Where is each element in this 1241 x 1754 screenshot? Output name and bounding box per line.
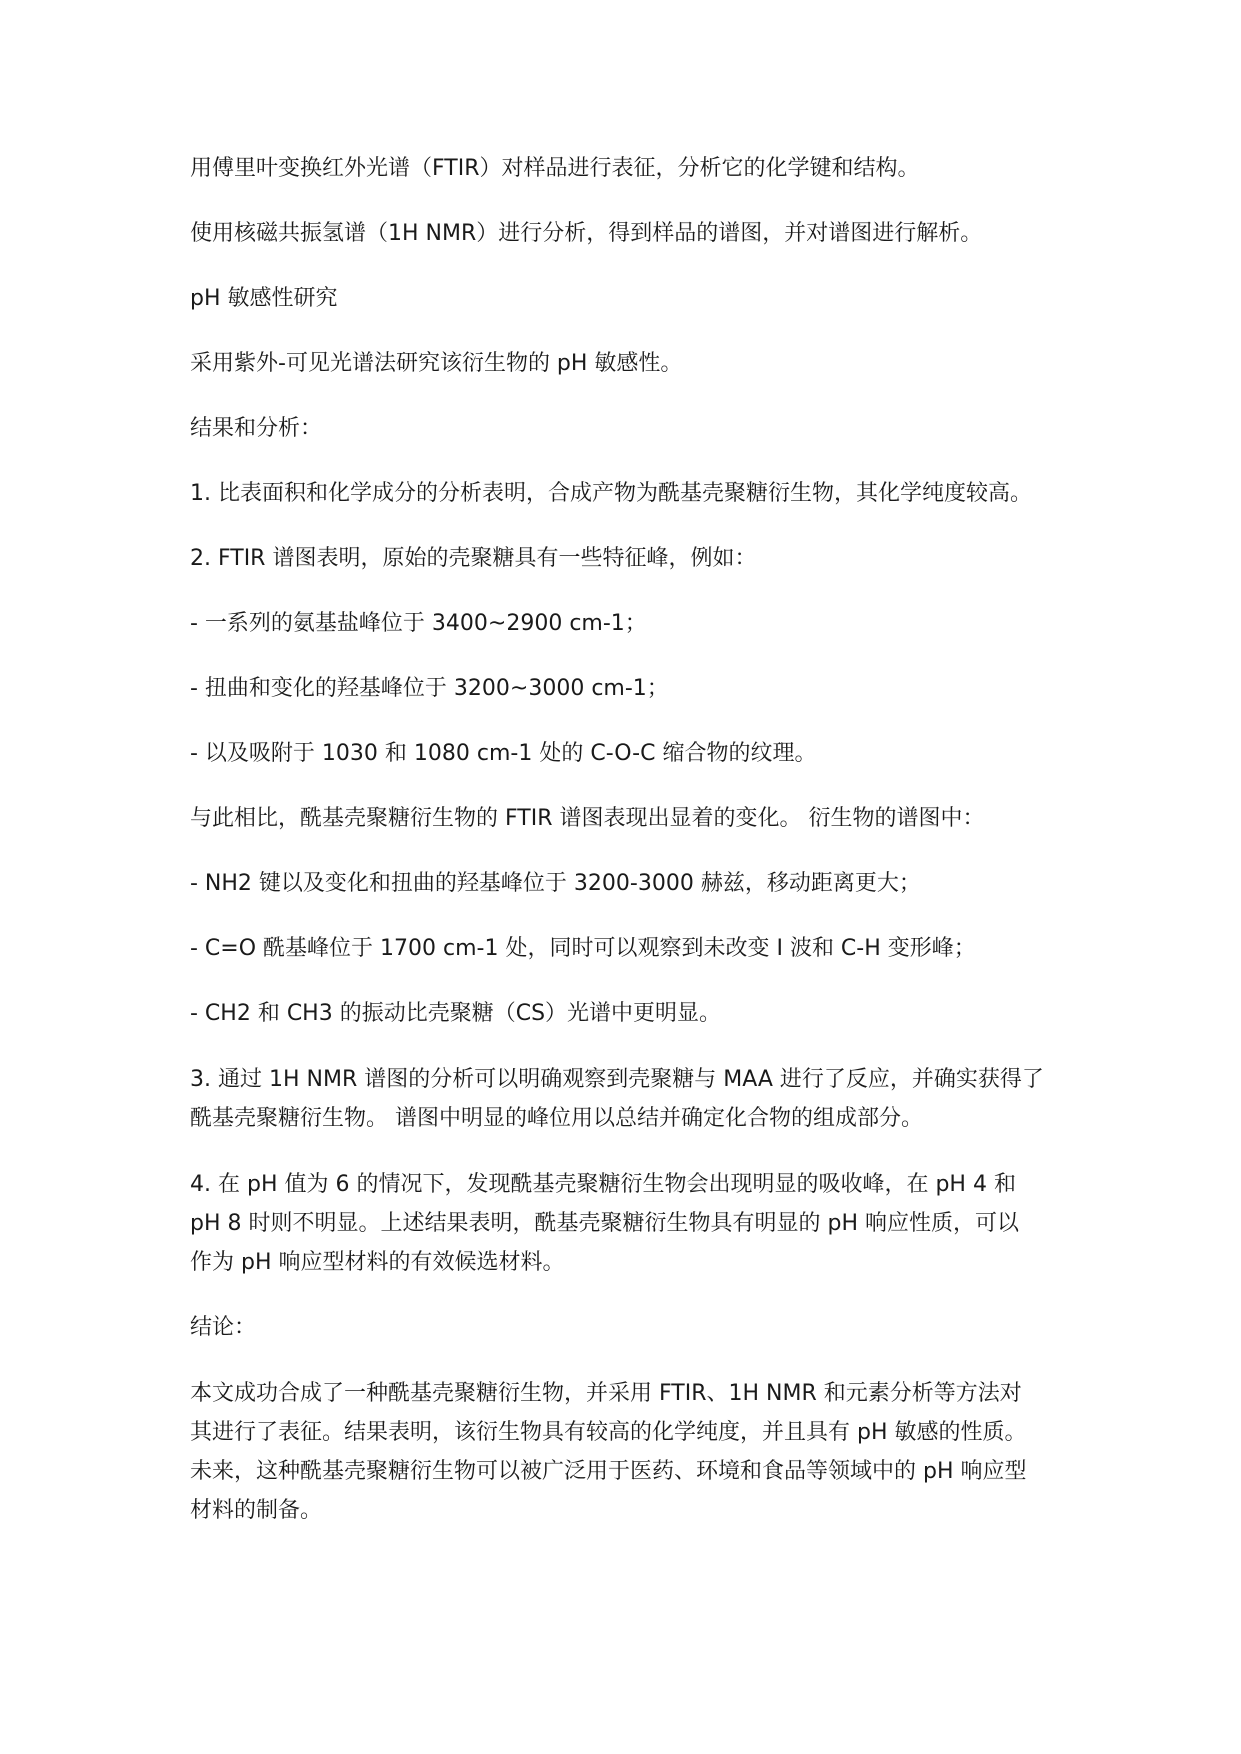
paragraph-conclusion: 本文成功合成了一种酰基壳聚糖衍生物，并采用 FTIR、1H NMR 和元素分析等方法对 其进行了表征。结果表明，该衍生物具有较高的化学纯度，并且具有 pH 敏感的性质。 未来，这种酰基壳聚糖衍生物可以被广泛用于医药、环境和食品等领域中的 pH 响应型 材料的制备。: [190, 1381, 1027, 1523]
section-heading-conclusion: 结论：: [190, 1315, 257, 1340]
result-item-3: 3. 通过 1H NMR 谱图的分析可以明确观察到壳聚糖与 MAA 进行了反应，并确实获得了 酰基壳聚糖衍生物。 谱图中明显的峰位用以总结并确定化合物的组成部分。: [190, 1067, 1044, 1131]
bullet-nh2-peak: - NH2 键以及变化和扭曲的羟基峰位于 3200-3000 赫兹，移动距离更大；: [190, 871, 921, 896]
paragraph-nmr-method: 使用核磁共振氢谱（1H NMR）进行分析，得到样品的谱图，并对谱图进行解析。: [190, 221, 983, 246]
bullet-co-acyl-peak: - C=O 酰基峰位于 1700 cm-1 处，同时可以观察到未改变 I 波和 C-H 变形峰；: [190, 936, 976, 961]
result-item-4: 4. 在 pH 值为 6 的情况下，发现酰基壳聚糖衍生物会出现明显的吸收峰，在 pH 4 和 pH 8 时则不明显。上述结果表明，酰基壳聚糖衍生物具有明显的 pH 响应性质，可以 作为 pH 响应型材料的有效候选材料。: [190, 1172, 1019, 1275]
document-body: [190, 150, 1090, 1557]
bullet-amino-peak: - 一系列的氨基盐峰位于 3400~2900 cm-1；: [190, 611, 647, 636]
paragraph-ftir-method: 用傅里叶变换红外光谱（FTIR）对样品进行表征，分析它的化学键和结构。: [190, 156, 920, 181]
bullet-hydroxyl-peak: - 扭曲和变化的羟基峰位于 3200~3000 cm-1；: [190, 676, 669, 701]
result-item-2: 2. FTIR 谱图表明，原始的壳聚糖具有一些特征峰，例如：: [190, 546, 757, 571]
paragraph-uv-vis-method: 采用紫外-可见光谱法研究该衍生物的 pH 敏感性。: [190, 351, 683, 376]
section-heading-results: 结果和分析：: [190, 416, 323, 441]
paragraph-comparison: 与此相比，酰基壳聚糖衍生物的 FTIR 谱图表现出显着的变化。 衍生物的谱图中：: [190, 806, 985, 831]
result-item-1: 1. 比表面积和化学成分的分析表明，合成产物为酰基壳聚糖衍生物，其化学纯度较高。: [190, 481, 1032, 506]
section-heading-ph-sensitivity: pH 敏感性研究: [190, 286, 338, 311]
bullet-coc-texture: - 以及吸附于 1030 和 1080 cm-1 处的 C-O-C 缩合物的纹理。: [190, 741, 817, 766]
bullet-ch2-ch3-vibration: - CH2 和 CH3 的振动比壳聚糖（CS）光谱中更明显。: [190, 1001, 722, 1026]
